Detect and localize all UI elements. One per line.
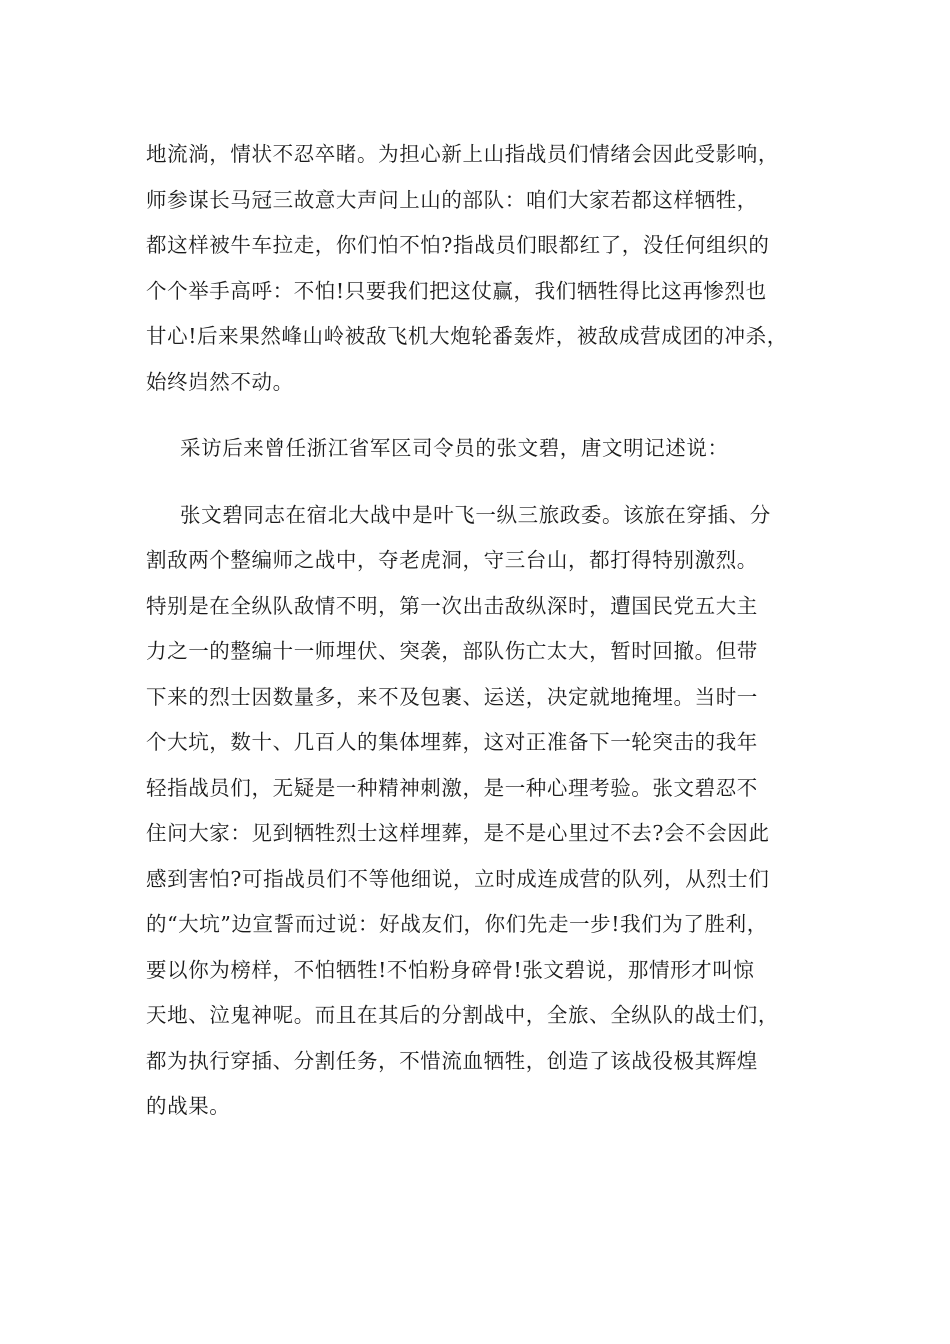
paragraph-spacer [146,405,836,426]
text-line: 师参谋长马冠三故意大声问上山的部队：咱们大家若都这样牺牲， [146,187,758,212]
text-line: 都这样被牛车拉走，你们怕不怕?指战员们眼都红了，没任何组织的 [146,233,770,257]
text-line: 地流淌，情状不忍卒睹。为担心新上山指战员们情绪会因此受影响， [146,142,779,166]
paragraph-3 [146,493,836,1130]
text-line: 个个举手高呼：不怕!只要我们把这仗赢，我们牺牲得比这再惨烈也 [146,278,767,303]
text-line: 的战果。 [146,1094,231,1118]
text-line: 特别是在全纵队敌情不明，第一次出击敌纵深时，遭国民党五大主 [146,593,758,618]
text-line: 轻指战员们，无疑是一种精神刺激，是一种心理考验。张文碧忍不 [146,775,758,800]
text-line: 力之一的整编十一师埋伏、突袭，部队伤亡太大，暂时回撤。但带 [146,639,758,663]
text-line: 采访后来曾任浙江省军区司令员的张文碧，唐文明记述说： [180,436,729,460]
paragraph-1 [146,132,836,405]
text-line: 都为执行穿插、分割任务，不惜流血牺牲，创造了该战役极其辉煌 [146,1048,758,1073]
text-line: 张文碧同志在宿北大战中是叶飞一纵三旅政委。该旅在穿插、分 [180,502,771,527]
text-line: 下来的烈士因数量多，来不及包裹、运送，决定就地掩埋。当时一 [146,684,758,709]
text-line: 个大坑，数十、几百人的集体埋葬，这对正准备下一轮突击的我年 [146,730,758,754]
body-text [146,132,836,1130]
paragraph-2 [146,426,836,472]
text-line: 住问大家：见到牺牲烈士这样埋葬，是不是心里过不去?会不会因此 [146,821,770,845]
text-line: 的“大坑”边宣誓而过说：好战友们，你们先走一步!我们为了胜利， [146,912,768,936]
text-line: 要以你为榜样，不怕牺牲!不怕粉身碎骨!张文碧说，那情形才叫惊 [146,957,755,982]
text-line: 割敌两个整编师之战中，夺老虎洞，守三台山，都打得特别激烈。 [146,548,758,572]
text-line: 始终岿然不动。 [146,369,294,394]
text-line: 甘心!后来果然峰山岭被敌飞机大炮轮番轰炸，被敌成营成团的冲杀， [146,324,788,348]
text-line: 天地、泣鬼神呢。而且在其后的分割战中，全旅、全纵队的战士们， [146,1003,779,1027]
text-line: 感到害怕?可指战员们不等他细说，立时成连成营的队列，从烈士们 [146,866,770,891]
paragraph-spacer [146,472,836,493]
